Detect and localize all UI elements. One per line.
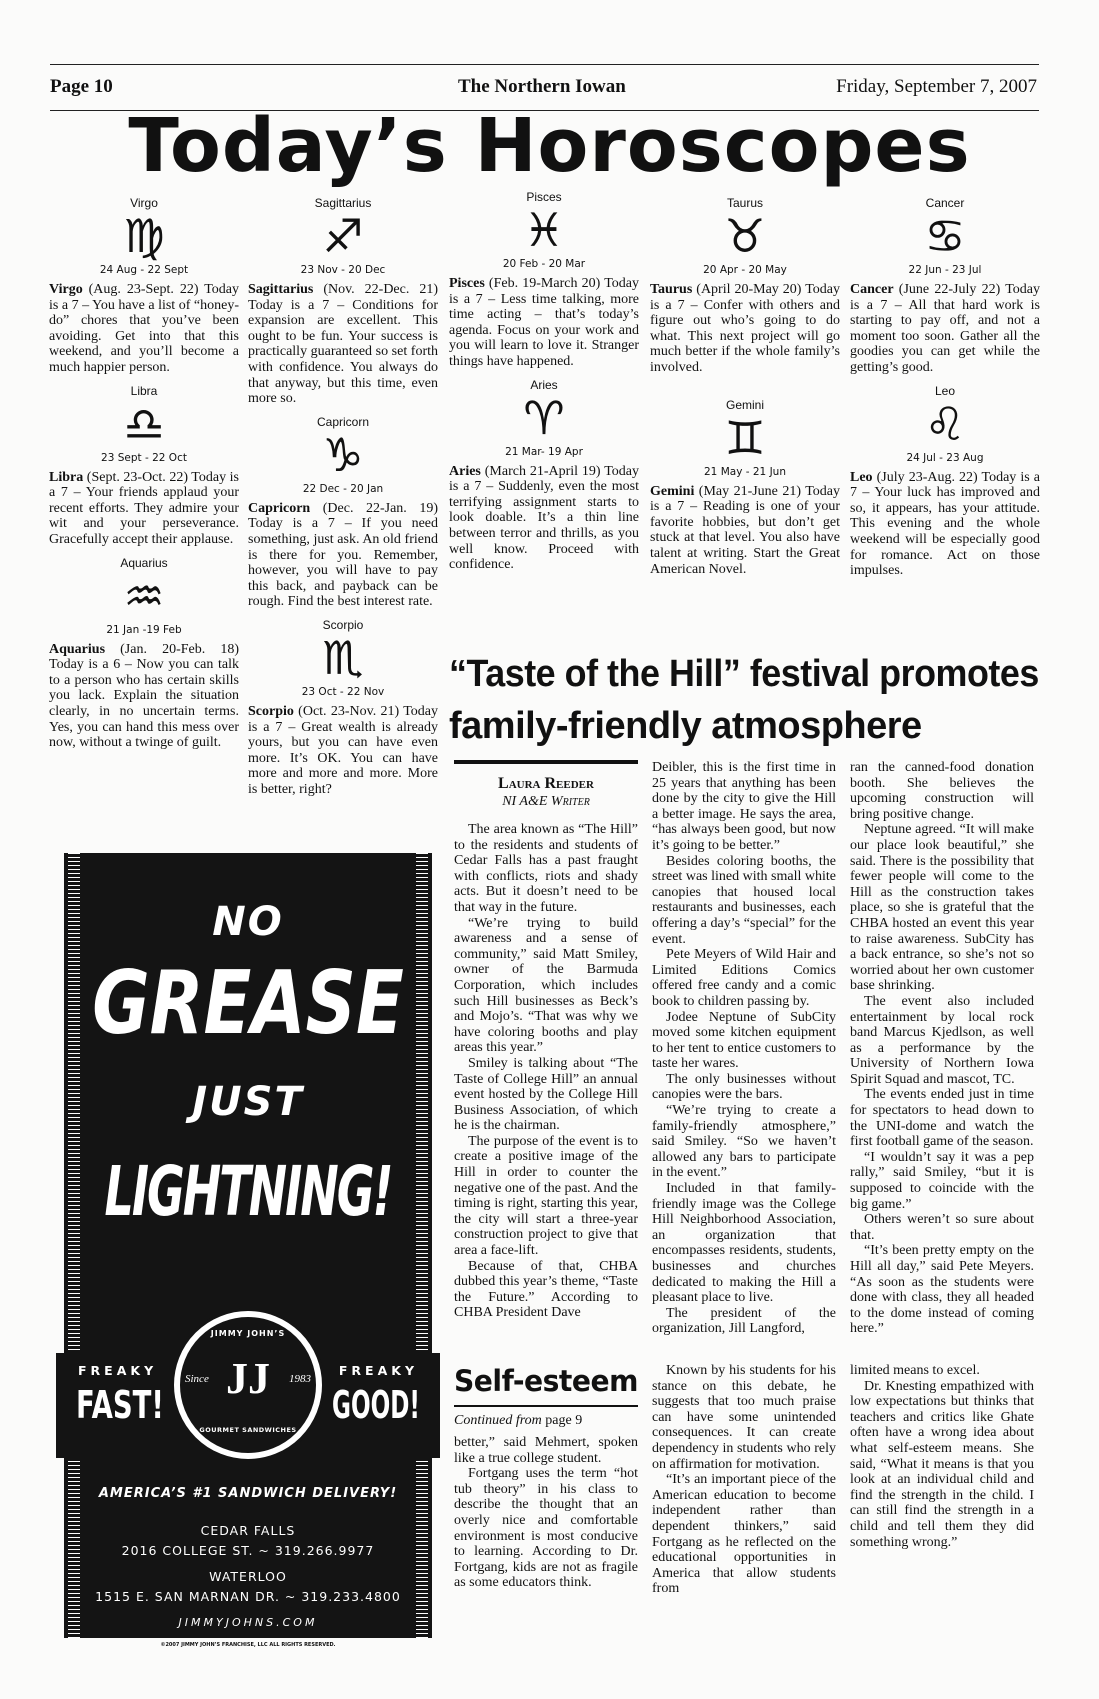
horoscope-aries [449, 378, 639, 573]
page-title: Today’s Horoscopes [128, 103, 971, 189]
ad-line-no: NO [212, 899, 284, 945]
horoscope-scorpio [248, 618, 438, 798]
article-column-1-wrap [454, 760, 638, 1321]
sign-name: Gemini [650, 483, 695, 499]
horoscope-text [248, 501, 438, 610]
sign-name: Leo [850, 469, 873, 485]
article-paragraph: better,” said Mehmert, spoken like a true college student. [454, 1434, 638, 1466]
reading: (Dec. 22-Jan. 19) Today is a 7 – If you need something, just ask. An old friend is there for you. Remember, however, you will have to pay this back, and payback can be rough. Find the best interest rate. [248, 500, 438, 610]
article-region [449, 648, 1044, 1597]
reading: (June 22-July 22) Today is a 7 – All that hard work is starting to pay off, and not a moment too soon. Gather all the goodies you can get while the getting’s good. [850, 282, 1040, 375]
seal-bottom-text: GOURMET SANDWICHES [199, 1426, 297, 1434]
article-headline [449, 648, 1044, 752]
horoscope-cancer [850, 196, 1040, 376]
sign-dates: 23 Nov - 20 Dec [300, 264, 386, 276]
byline [454, 760, 638, 810]
horoscope-text [850, 282, 1040, 376]
selfesteem-column-1-wrap [454, 1363, 638, 1591]
reading: (March 21-April 19) Today is a 7 – Suddenly, even the most terrifying assignment starts to look doable. It’s a thin line between terror and thrills, as you well know. Proceed with confidence. [449, 463, 639, 573]
article-column-3 [850, 760, 1034, 1337]
article-paragraph: limited means to excel. [850, 1362, 980, 1378]
horoscope-column-5 [850, 196, 1040, 579]
sign-name: Libra [49, 469, 84, 485]
jimmy-johns-logo [174, 1311, 322, 1459]
article-paragraph: “We’re trying to build awareness and a sense of community,” said Matt Smiley, owner of the Barmuda Corporation, which includes such Hill businesses as Beck’s and Mojo’s. “That was why we have coloring booths and play areas this year.” [454, 915, 638, 1056]
ad-copyright: ©2007 JIMMY JOHN’S FRANCHISE, LLC ALL RIGHTS RESERVED. [160, 1642, 336, 1648]
horoscope-leo [850, 384, 1040, 579]
article-paragraph: Known by his students for his stance on this debate, he suggests that too much praise can have some unintended consequences. It can create dependency in students who rely on affirmation for motivation. [652, 1362, 836, 1472]
sign-name: Taurus [650, 282, 693, 297]
sign-name: Pisces [449, 276, 485, 291]
article-paragraph: Deibler, this is the first time in 25 years that anything has been done by the city to give the Hill a better image. He says the area, “has always been good, but now it’s going to be better.” [652, 760, 836, 853]
article-paragraph: Pete Meyers of Wild Hair and Limited Editions Comics offered free candy and a comic book to children passing by. [652, 947, 836, 1009]
horoscope-text [49, 470, 239, 548]
article-paragraph: The president of the organization, Jill Langford, [652, 1305, 836, 1337]
sign-dates: 22 Dec - 20 Jan [302, 482, 384, 495]
seal-top-text: JIMMY JOHN’S [210, 1329, 286, 1338]
horoscope-text [449, 464, 639, 573]
sign-name: Capricorn [248, 500, 311, 516]
horoscope-gemini [650, 398, 840, 578]
pisces-icon: ♓︎ [523, 203, 565, 257]
selfesteem-column-1 [454, 1435, 638, 1591]
sign-dates: 24 Jul - 23 Aug [906, 451, 984, 464]
sign-label: Cancer [925, 196, 965, 210]
reading: (Feb. 19-March 20) Today is a 7 – Less time talking, more time acting – that’s today’s agenda. Focus on your work and you will learn to love it. Stranger things have happened. [449, 276, 639, 369]
reading: (April 20-May 20) Today is a 7 – Confer with others and figure out who’s going to do what. This next project will go much better if the whole family’s involved. [650, 282, 840, 375]
freaky-left: FREAKY [78, 1363, 158, 1378]
horoscope-taurus [650, 196, 840, 376]
seal-jj: JJ [226, 1354, 270, 1403]
article-grid [454, 760, 1044, 1597]
sign-label: Aquarius [120, 555, 168, 570]
headline-line-2: family-friendly atmosphere [449, 705, 922, 747]
article-paragraph: Neptune agreed. “It will make our place look beautiful,” she said. There is the possibility that fewer people will come to the Hill as the construction takes place, so she is grateful that the CHBA hosted an event this year to raise awareness. SubCity has a back entrance, so she’s not so worried about her own customer base shrinking. [850, 822, 1034, 994]
reading: (Sept. 23-Oct. 22) Today is a 7 – Your friends applaud your recent efforts. They admire your wit and your perseverance. Gracefully accept their applause. [49, 469, 239, 547]
reading: (May 21-June 21) Today is a 7 – Reading is one of your favorite hobbies, but don’t get stuck at that level. You also have talent at writing. Start the Great American Novel. [650, 483, 840, 577]
article-paragraph: The only businesses without canopies were the bars. [652, 1071, 836, 1103]
gemini-icon: ♊︎ [724, 410, 766, 465]
good-box [332, 1383, 420, 1447]
horoscope-text [449, 276, 639, 370]
sign-dates: 21 Jan -19 Feb [106, 623, 182, 636]
sagittarius-icon: ♐︎ [322, 209, 364, 263]
leo-icon: ♌︎ [924, 396, 966, 451]
sign-name: Aries [449, 463, 481, 479]
horoscope-text [248, 704, 438, 798]
sign-dates: 24 Aug - 22 Sept [99, 264, 189, 276]
sign-label: Aries [530, 377, 558, 392]
horoscope-column-3 [449, 190, 639, 573]
sign-dates: 20 Feb - 20 Mar [502, 258, 586, 270]
capricorn-icon: ♑︎ [322, 427, 364, 482]
jimmy-johns-ad [64, 853, 432, 1638]
sign-label: Taurus [726, 196, 764, 210]
ad-line-lightning: LIGHTNING! [104, 1150, 392, 1232]
sign-name: Cancer [850, 282, 894, 297]
sign-dates: 21 May - 21 Jun [704, 465, 786, 478]
sign-dates: 22 Jun - 23 Jul [908, 264, 982, 276]
seal-year: 1983 [289, 1373, 311, 1385]
sign-label: Pisces [526, 190, 562, 204]
article-paragraph: “I wouldn’t say it was a pep rally,” said Smiley, “but it is supposed to coincide with the big game.” [850, 1149, 1034, 1212]
loc1-city: CEDAR FALLS [200, 1523, 296, 1538]
top-rule [50, 64, 1039, 65]
sign-dates: 21 Mar- 19 Apr [505, 445, 583, 458]
article-paragraph: “It’s been pretty empty on the Hill all day,” said Pete Meyers. “As soon as the students were done with class, they all headed to the dome instead of coming here.” [850, 1243, 1034, 1337]
sign-name: Sagittarius [248, 282, 314, 297]
continued-page[interactable]: page 9 [541, 1412, 583, 1428]
article-paragraph: ran the canned-food donation booth. She believes the upcoming construction will bring positive change. [850, 760, 1034, 822]
sign-dates: 20 Apr - 20 May [703, 264, 787, 276]
continued-label: Continued from [454, 1412, 542, 1428]
fast-label: FAST! [76, 1383, 164, 1427]
good-label: GOOD! [332, 1383, 420, 1427]
sign-name: Scorpio [248, 703, 294, 719]
sign-label: Leo [934, 383, 956, 398]
taurus-icon: ♉︎ [724, 209, 766, 263]
horoscope-text [650, 282, 840, 376]
article-paragraph: Jodee Neptune of SubCity moved some kitchen equipment to her tent to entice customers to taste her wares. [652, 1009, 836, 1072]
sign-label: Libra [130, 383, 158, 398]
article-paragraph: The events ended just in time for spectators to head down to the UNI-dome and watch the first football game of the season. [850, 1087, 1034, 1150]
sign-name: Virgo [49, 282, 83, 297]
sign-name: Aquarius [49, 641, 106, 657]
article-paragraph: Others weren’t so sure about that. [850, 1212, 1034, 1243]
reading: (Aug. 23-Sept. 22) Today is a 7 – You have a list of “honey-do” chores that you’ve been avoiding. Get into that this weekend, and you’ll become a much happier person. [49, 282, 239, 375]
aries-icon: ♈︎ [523, 390, 565, 445]
headline-line-1: “Taste of the Hill” festival promotes [449, 653, 1039, 695]
issue-date: Friday, September 7, 2007 [836, 76, 1037, 97]
horoscope-libra [49, 384, 239, 548]
sign-label: Gemini [725, 397, 764, 412]
horoscope-pisces [449, 190, 639, 370]
article-paragraph: “We’re trying to create a family-friendly atmosphere,” said Smiley. “So we haven’t allowed any bars to participate in the event.” [652, 1103, 836, 1181]
author-title: NI A&E Writer [502, 794, 590, 809]
article-paragraph: Fortgang uses the term “hot tub theory” in his class to describe the thought that an overly nice and comfortable environment is most conducive to learning. According to Dr. Fortgang, kids are not as fragile as some educators think. [454, 1466, 638, 1591]
virgo-icon: ♍︎ [123, 209, 165, 263]
article-paragraph: Dr. Knesting empathized with low expectations but thinks that teachers and critics like Ghate often have a wrong idea about what self-esteem means. She said, “What it means is that you look at an individual child and find the strength in the child. I can still find the strength in a child and tell them they did something wrong.” [850, 1378, 1034, 1550]
article-paragraph: “It’s an important piece of the American education to become independent rather than dependent thinkers,” said Fortgang as he reflected on the educational opportunities in America that allow students from [652, 1472, 836, 1597]
sign-label: Capricorn [316, 414, 370, 429]
sign-label: Sagittarius [314, 196, 372, 210]
continued-from [454, 1405, 638, 1429]
horoscope-text [850, 470, 1040, 579]
selfesteem-column-2 [652, 1363, 836, 1597]
article-paragraph: The event also included entertainment by local rock band Marcus Kjedlson, as well as a performance by the University of Northern Iowa Spirit Squad and mascot, TC. [850, 993, 1034, 1087]
article-paragraph: The area known as “The Hill” to the residents and students of Cedar Falls has a past fraught with conflicts, riots and shady acts. But it doesn’t need to be that way in the future. [454, 822, 638, 915]
fast-box [76, 1383, 164, 1447]
ad-line-grease: GREASE [92, 951, 404, 1055]
article-paragraph: Smiley is talking about “The Taste of College Hill” an annual event hosted by the College Hill Business Association, of which he is the chairman. [454, 1055, 638, 1134]
sign-dates: 23 Oct - 22 Nov [301, 685, 385, 698]
ad-url[interactable]: JIMMYJOHNS.COM [178, 1616, 318, 1629]
selfesteem-headline: Self-esteem [454, 1363, 639, 1398]
horoscope-column-4 [650, 196, 840, 577]
loc2-address: 1515 E. SAN MARNAN DR. ~ 319.233.4800 [95, 1589, 401, 1604]
article-column-1 [454, 822, 638, 1321]
page-number: Page 10 [50, 76, 113, 97]
article-paragraph: Besides coloring booths, the street was lined with small white canopies that housed local restaurants and businesses, each offering a day’s “special” for the event. [652, 853, 836, 947]
article-paragraph: Included in that family-friendly image was the College Hill Neighborhood Association, an organization that encompasses residents, students, businesses and churches dedicated to making the Hill a pleasant place to live. [652, 1181, 836, 1306]
libra-icon: ♎︎ [123, 396, 165, 451]
horoscope-text [248, 282, 438, 407]
article-paragraph: The purpose of the event is to create a positive image of the Hill in order to counter the negative one of the past. And the timing is right, starting this year, the city will start a three-year construction project to give that area a face-lift. [454, 1133, 638, 1259]
loc1-address: 2016 COLLEGE ST. ~ 319.266.9977 [121, 1543, 375, 1558]
horoscope-virgo [49, 196, 239, 376]
paper-name: The Northern Iowan [458, 76, 626, 97]
horoscope-capricorn [248, 415, 438, 610]
aquarius-icon: ♒︎ [123, 568, 165, 623]
reading: (Oct. 23-Nov. 21) Today is a 7 – Great wealth is already yours, but you can have even more. It’s OK. You can have more and more and more. More is better, right? [248, 703, 438, 797]
horoscope-column-2 [248, 196, 438, 797]
sign-label: Virgo [130, 196, 158, 210]
cancer-icon: ♋︎ [924, 209, 966, 263]
author-name: Laura Reeder [498, 775, 594, 792]
horoscope-text [49, 642, 239, 751]
horoscope-aquarius [49, 556, 239, 751]
ad-line-just: JUST [192, 1079, 304, 1125]
ad-slogan: AMERICA’S #1 SANDWICH DELIVERY! [98, 1486, 398, 1501]
article-column-2 [652, 760, 836, 1337]
loc2-city: WATERLOO [209, 1569, 287, 1584]
selfesteem-column-3 [850, 1363, 1034, 1550]
horoscope-text [650, 484, 840, 578]
freaky-right: FREAKY [338, 1363, 418, 1378]
reading: (Nov. 22-Dec. 21) Today is a 7 – Conditions for expansion are excellent. This ought to be fun. Your success is practically guaranteed so set forth with confidence. You always do that anyway, but this time, even more so. [248, 282, 438, 407]
horoscope-column-1 [49, 196, 239, 751]
sign-dates: 23 Sept - 22 Oct [101, 451, 187, 464]
reading: (July 23-Aug. 22) Today is a 7 – Your luck has improved and so, it appears, has your attitude. This evening and the whole weekend will be especially good for romance. Act on those impulses. [850, 469, 1040, 579]
seal-since: Since [185, 1373, 209, 1385]
article-paragraph: Because of that, CHBA dubbed this year’s theme, “Taste the Future.” According to CHBA President Dave [454, 1258, 638, 1321]
sign-label: Scorpio [322, 617, 364, 632]
scorpio-icon: ♏︎ [322, 630, 364, 685]
horoscope-sagittarius [248, 196, 438, 407]
horoscope-text [49, 282, 239, 376]
reading: (Jan. 20-Feb. 18) Today is a 6 – Now you can talk to a person who has certain skills you lack. Explain the situation clearly, in no uncertain terms. Yes, you can hand this mess over now, without a twinge of guilt. [49, 641, 239, 751]
